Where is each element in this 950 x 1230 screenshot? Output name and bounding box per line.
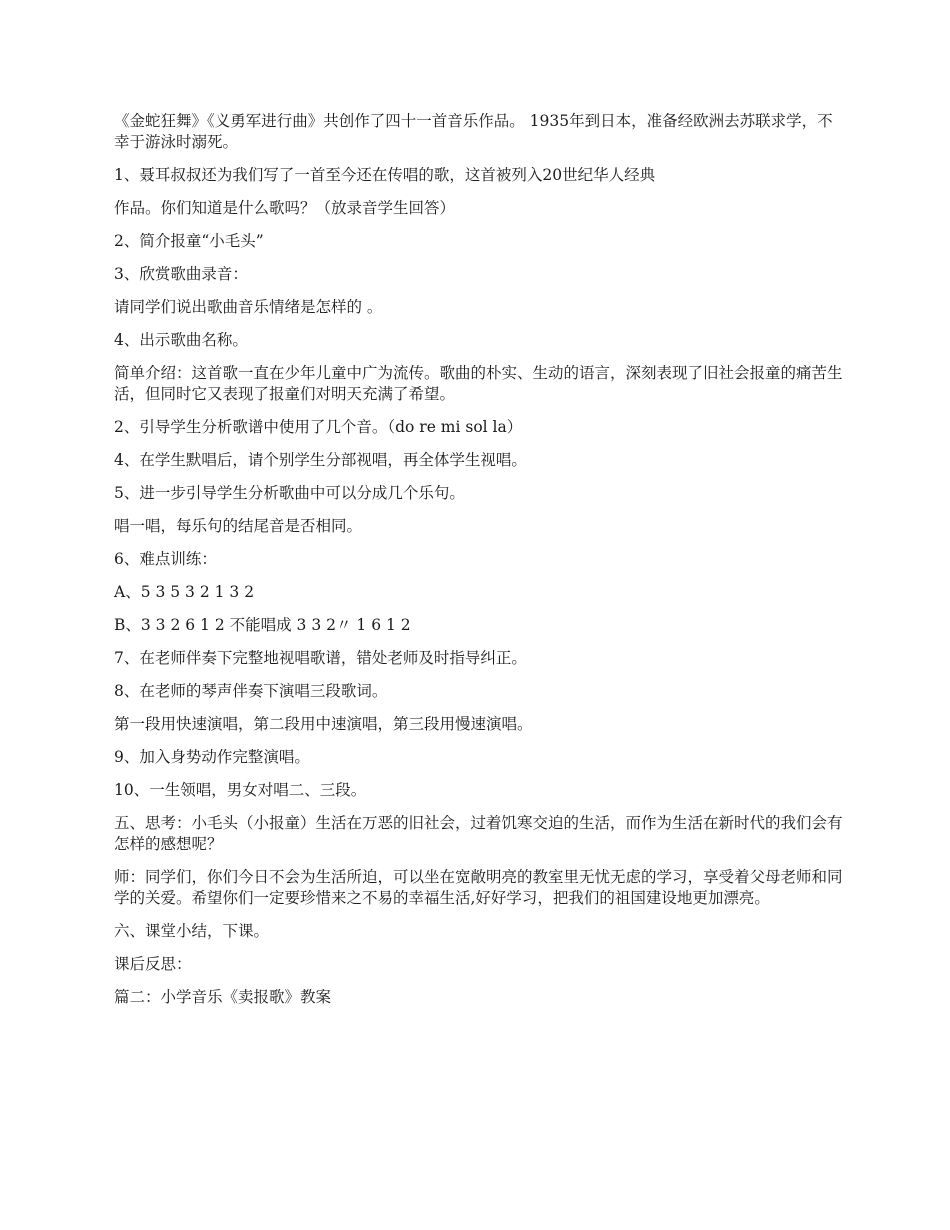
paragraph-ending-notes: 唱一唱，每乐句的结尾音是否相同。 xyxy=(114,517,363,535)
paragraph-step-8: 8、在老师的琴声伴奏下演唱三段歌词。 xyxy=(114,682,388,700)
paragraph-step-4: 4、出示歌曲名称。 xyxy=(114,331,248,349)
paragraph-song-intro: 简单介绍：这首歌一直在少年儿童中广为流传。歌曲的朴实、生动的语言，深刻表现了旧社会报童的痛苦生活，但同时它又表现了报童们对明天充满了希望。 xyxy=(114,364,843,403)
paragraph-drill-a: A、5 3 5 3 2 1 3 2 xyxy=(114,583,255,601)
paragraph-mood-question: 请同学们说出歌曲音乐情绪是怎样的 。 xyxy=(114,298,383,316)
paragraph-drill-b: B、3 3 2 6 1 2 不能唱成 3 3 2〃 1 6 1 2 xyxy=(114,616,411,634)
paragraph-step-1-cont: 作品。你们知道是什么歌吗？（放录音学生回答） xyxy=(114,199,456,217)
paragraph-step-9: 9、加入身势动作完整演唱。 xyxy=(114,748,310,766)
paragraph-part-2-heading: 篇二：小学音乐《卖报歌》教案 xyxy=(114,988,332,1006)
paragraph-intro: 《金蛇狂舞》《义勇军进行曲》共创作了四十一首音乐作品。 1935年到日本，准备经欧洲去苏联求学，不幸于游泳时溺死。 xyxy=(114,112,833,151)
paragraph-section-6-summary: 六、课堂小结，下课。 xyxy=(114,922,270,940)
document-body xyxy=(114,111,844,1020)
paragraph-step-1: 1、聂耳叔叔还为我们写了一首至今还在传唱的歌，这首被列入20世纪华人经典 xyxy=(114,166,656,184)
paragraph-section-5-reflection: 五、思考：小毛头（小报童）生活在万恶的旧社会，过着饥寒交迫的生活，而作为生活在新时代的我们会有怎样的感想呢？ xyxy=(114,814,843,853)
paragraph-analysis-notes: 2、引导学生分析歌谱中使用了几个音。（do re mi sol la） xyxy=(114,418,523,436)
paragraph-post-class-reflection: 课后反思： xyxy=(114,955,192,973)
paragraph-step-7: 7、在老师伴奏下完整地视唱歌谱，错处老师及时指导纠正。 xyxy=(114,649,527,667)
paragraph-silent-singing: 4、在学生默唱后，请个别学生分部视唱，再全体学生视唱。 xyxy=(114,451,527,469)
paragraph-step-3: 3、欣赏歌曲录音： xyxy=(114,265,248,283)
paragraph-step-6: 6、难点训练： xyxy=(114,550,217,568)
paragraph-teacher-remarks: 师：同学们，你们今日不会为生活所迫，可以坐在宽敞明亮的教室里无忧无虑的学习，享受着父母老师和同学的关爱。希望你们一定要珍惜来之不易的幸福生活,好好学习，把我们的祖国建设地更加漂亮。 xyxy=(114,868,843,907)
paragraph-step-10: 10、一生领唱，男女对唱二、三段。 xyxy=(114,781,367,799)
paragraph-step-2: 2、简介报童“小毛头” xyxy=(114,232,264,250)
paragraph-phrase-analysis: 5、进一步引导学生分析歌曲中可以分成几个乐句。 xyxy=(114,484,465,502)
paragraph-tempo-instructions: 第一段用快速演唱，第二段用中速演唱，第三段用慢速演唱。 xyxy=(114,715,533,733)
